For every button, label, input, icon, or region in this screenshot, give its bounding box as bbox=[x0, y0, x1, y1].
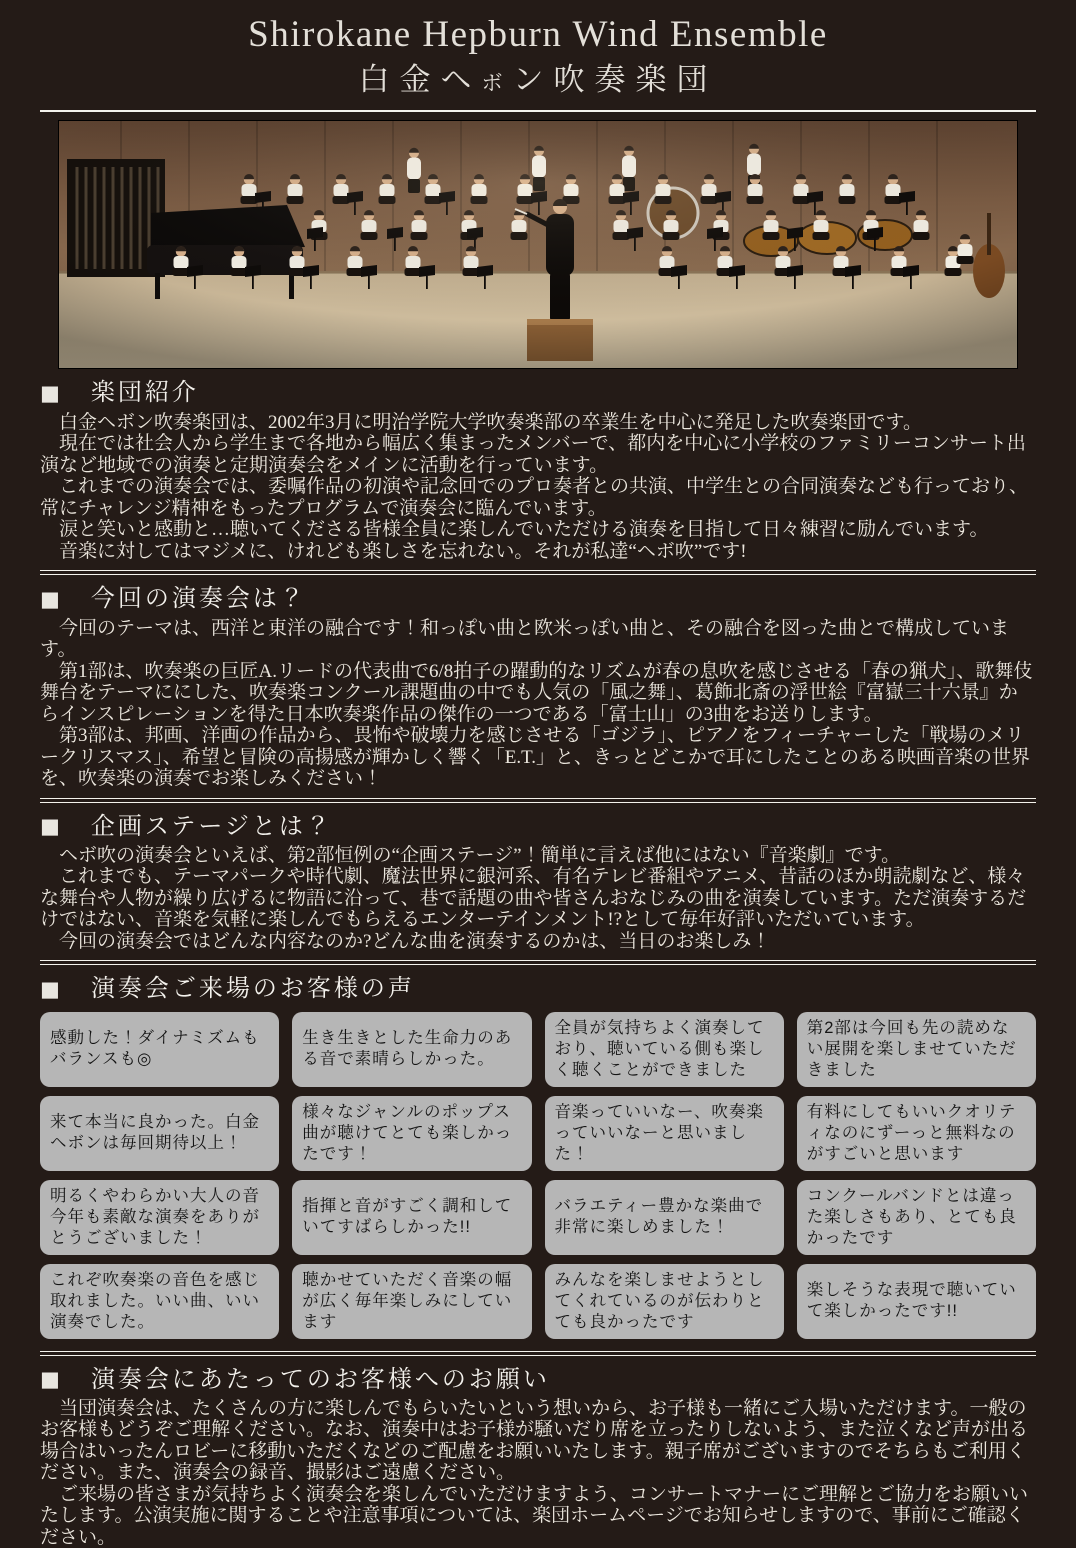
stage-paragraph: これまでも、テーマパークや時代劇、魔法世界に銀河系、有名テレビ番組やアニメ、昔話のほか朗読劇など、様々な舞台や人物が繰り広げるに物語に沿って、巷で話題の曲や皆さんおなじみの曲を演奏しています。ただ演奏するだけではない、音楽を気軽に楽しんでもらえるエンターテインメント!?として毎年好評いただいています。 bbox=[40, 866, 1027, 931]
section-heading-request bbox=[40, 1366, 1036, 1394]
stage-paragraph: 今回の演奏会ではどんな内容なのか?どんな曲を演奏するのかは、当日のお楽しみ！ bbox=[59, 930, 771, 952]
intro-paragraph: 現在では社会人から学生まで各地から幅広く集まったメンバーで、都内を中心に小学校のファミリーコンサート出演など地域での演奏と定期演奏会をメインに活動を行っています。 bbox=[40, 433, 1026, 476]
request-paragraph: 当団演奏会は、たくさんの方に楽しんでもらいたいという想いから、お子様も一緒にご入場いただけます。一般のお客様もどうぞご理解ください。なお、演奏中はお子様が騒いだり席を立ったりしないよう、また泣くなど声が出る場合はいったんロビーに移動いただくなどのご配慮をお願いいたします。親子席がございますのでそちらもご利用ください。また、演奏会の録音、撮影はご遠慮ください。 bbox=[40, 1397, 1029, 1484]
concert-paragraph: 今回のテーマは、西洋と東洋の融合です！和っぽい曲と欧米っぽい曲と、その融合を図った曲とで構成しています。 bbox=[40, 617, 1010, 661]
stage-paragraph: ヘボ吹の演奏会といえば、第2部恒例の“企画ステージ”！簡単に言えば他にはない『音楽劇』です。 bbox=[59, 844, 901, 866]
square-bullet-icon: ■ bbox=[40, 381, 63, 406]
testimonial-card: 有料にしてもいいクオリティなのにずーっと無料なのがすごいと思います bbox=[797, 1096, 1036, 1171]
testimonial-card: 音楽っていいなー、吹奏楽っていいなーと思いました！ bbox=[545, 1096, 784, 1171]
testimonials-grid bbox=[40, 1012, 1036, 1339]
testimonial-card: 聴かせていただく音楽の幅が広く毎年楽しみにしています bbox=[292, 1264, 531, 1339]
testimonial-card: コンクールバンドとは違った楽しさもあり、とても良かったです bbox=[797, 1180, 1036, 1255]
section-heading-voices bbox=[40, 975, 1036, 1003]
section-heading-stage bbox=[40, 813, 1036, 841]
section-heading-text: 楽団紹介 bbox=[90, 380, 199, 407]
section-divider bbox=[40, 798, 1036, 803]
title-ja-small-kana: ボ bbox=[481, 70, 513, 95]
testimonial-card: みんなを楽しませようとしてくれているのが伝わりとても良かったです bbox=[545, 1264, 784, 1339]
square-bullet-icon: ■ bbox=[40, 977, 63, 1002]
testimonial-card: 楽しそうな表現で聴いていて楽しかったです!! bbox=[797, 1264, 1036, 1339]
section-heading-concert bbox=[40, 585, 1036, 613]
request-paragraph: ご来場の皆さまが気持ちよく演奏会を楽しんでいただけますよう、コンサートマナーにご理解とご協力をお願いいたします。公演実施に関することや注意事項については、楽団ホームページでお知らせしますので、事前にご確認ください。 bbox=[40, 1483, 1029, 1548]
title-ja-part: 白金ヘ bbox=[358, 61, 482, 97]
section-divider bbox=[40, 1351, 1036, 1356]
testimonial-card: これぞ吹奏楽の音色を感じ取れました。いい曲、いい演奏でした。 bbox=[40, 1264, 279, 1339]
testimonial-card: 来て本当に良かった。白金ヘボンは毎回期待以上！ bbox=[40, 1096, 279, 1171]
testimonial-card: 指揮と音がすごく調和していてすばらしかった!! bbox=[292, 1180, 531, 1255]
testimonial-card: 様々なジャンルのポップス曲が聴けてとても楽しかったです！ bbox=[292, 1096, 531, 1171]
title-ja-part: ン吹奏楽団 bbox=[512, 61, 718, 97]
section-heading-text: 演奏会ご来場のお客様の声 bbox=[90, 976, 415, 1003]
testimonial-card: 明るくやわらかい大人の音今年も素敵な演奏をありがとうございました！ bbox=[40, 1180, 279, 1255]
title-japanese bbox=[40, 59, 1036, 101]
concert-paragraph: 第1部は、吹奏楽の巨匠A.リードの代表曲で6/8拍子の躍動的なリズムが春の息吹を感じさせる「春の猟犬」、歌舞伎舞台をテーマににした、吹奏楽コンクール課題曲の中でも人気の「風之舞」、葛飾北斎の浮世絵『富嶽三十六景』からインスピレーションを得た日本吹奏楽作品の傑作の一つである「富士山」の3曲をお送りします。 bbox=[40, 660, 1033, 725]
orchestra-illustration bbox=[59, 121, 1017, 368]
section-divider bbox=[40, 570, 1036, 575]
intro-paragraph: これまでの演奏会では、委嘱作品の初演や記念回でのプロ奏者との共演、中学生との合同演奏なども行っており、常にチャレンジ精神をもったプログラムで演奏会に臨んでいます。 bbox=[40, 476, 1029, 519]
square-bullet-icon: ■ bbox=[40, 1367, 63, 1392]
square-bullet-icon: ■ bbox=[40, 814, 63, 839]
title-english: Shirokane Hepburn Wind Ensemble bbox=[248, 14, 828, 55]
section-heading-text: 企画ステージとは？ bbox=[90, 813, 333, 840]
testimonial-card: 全員が気持ちよく演奏しており、聴いている側も楽しく聴くことができました bbox=[545, 1012, 784, 1087]
intro-paragraph: 白金ヘボン吹奏楽団は、2002年3月に明治学院大学吹奏楽部の卒業生を中心に発足した吹奏楽団です。 bbox=[59, 411, 922, 433]
testimonial-card: 第2部は今回も先の読めない展開を楽しませていただきました bbox=[797, 1012, 1036, 1087]
testimonial-card: バラエティー豊かな楽曲で非常に楽しめました！ bbox=[545, 1180, 784, 1255]
testimonial-card: 生き生きとした生命力のある音で素晴らしかった。 bbox=[292, 1012, 531, 1087]
ensemble-photo bbox=[58, 120, 1018, 369]
intro-paragraph: 音楽に対してはマジメに、けれども楽しさを忘れない。それが私達“ヘボ吹”です! bbox=[59, 540, 747, 562]
testimonial-card: 感動した！ダイナミズムもバランスも◎ bbox=[40, 1012, 279, 1087]
section-heading-text: 演奏会にあたってのお客様へのお願い bbox=[90, 1366, 550, 1393]
section-heading-intro bbox=[40, 379, 1036, 407]
square-bullet-icon: ■ bbox=[40, 586, 63, 611]
intro-paragraph: 涙と笑いと感動と…聴いてくださる皆様全員に楽しんでいただける演奏を目指して日々練習に励んでいます。 bbox=[59, 519, 989, 541]
section-divider bbox=[40, 960, 1036, 965]
section-heading-text: 今回の演奏会は？ bbox=[90, 586, 307, 613]
concert-paragraph: 第3部は、邦画、洋画の作品から、畏怖や破壊力を感じさせる「ゴジラ」、ピアノをフィーチャーした「戦場のメリークリスマス」、希望と冒険の高揚感が輝かしく響く「E.T.」と、きっとどこかで耳にしたことのある映画音楽の世界を、吹奏楽の演奏でお楽しみください！ bbox=[40, 725, 1031, 790]
title-divider bbox=[40, 110, 1036, 112]
